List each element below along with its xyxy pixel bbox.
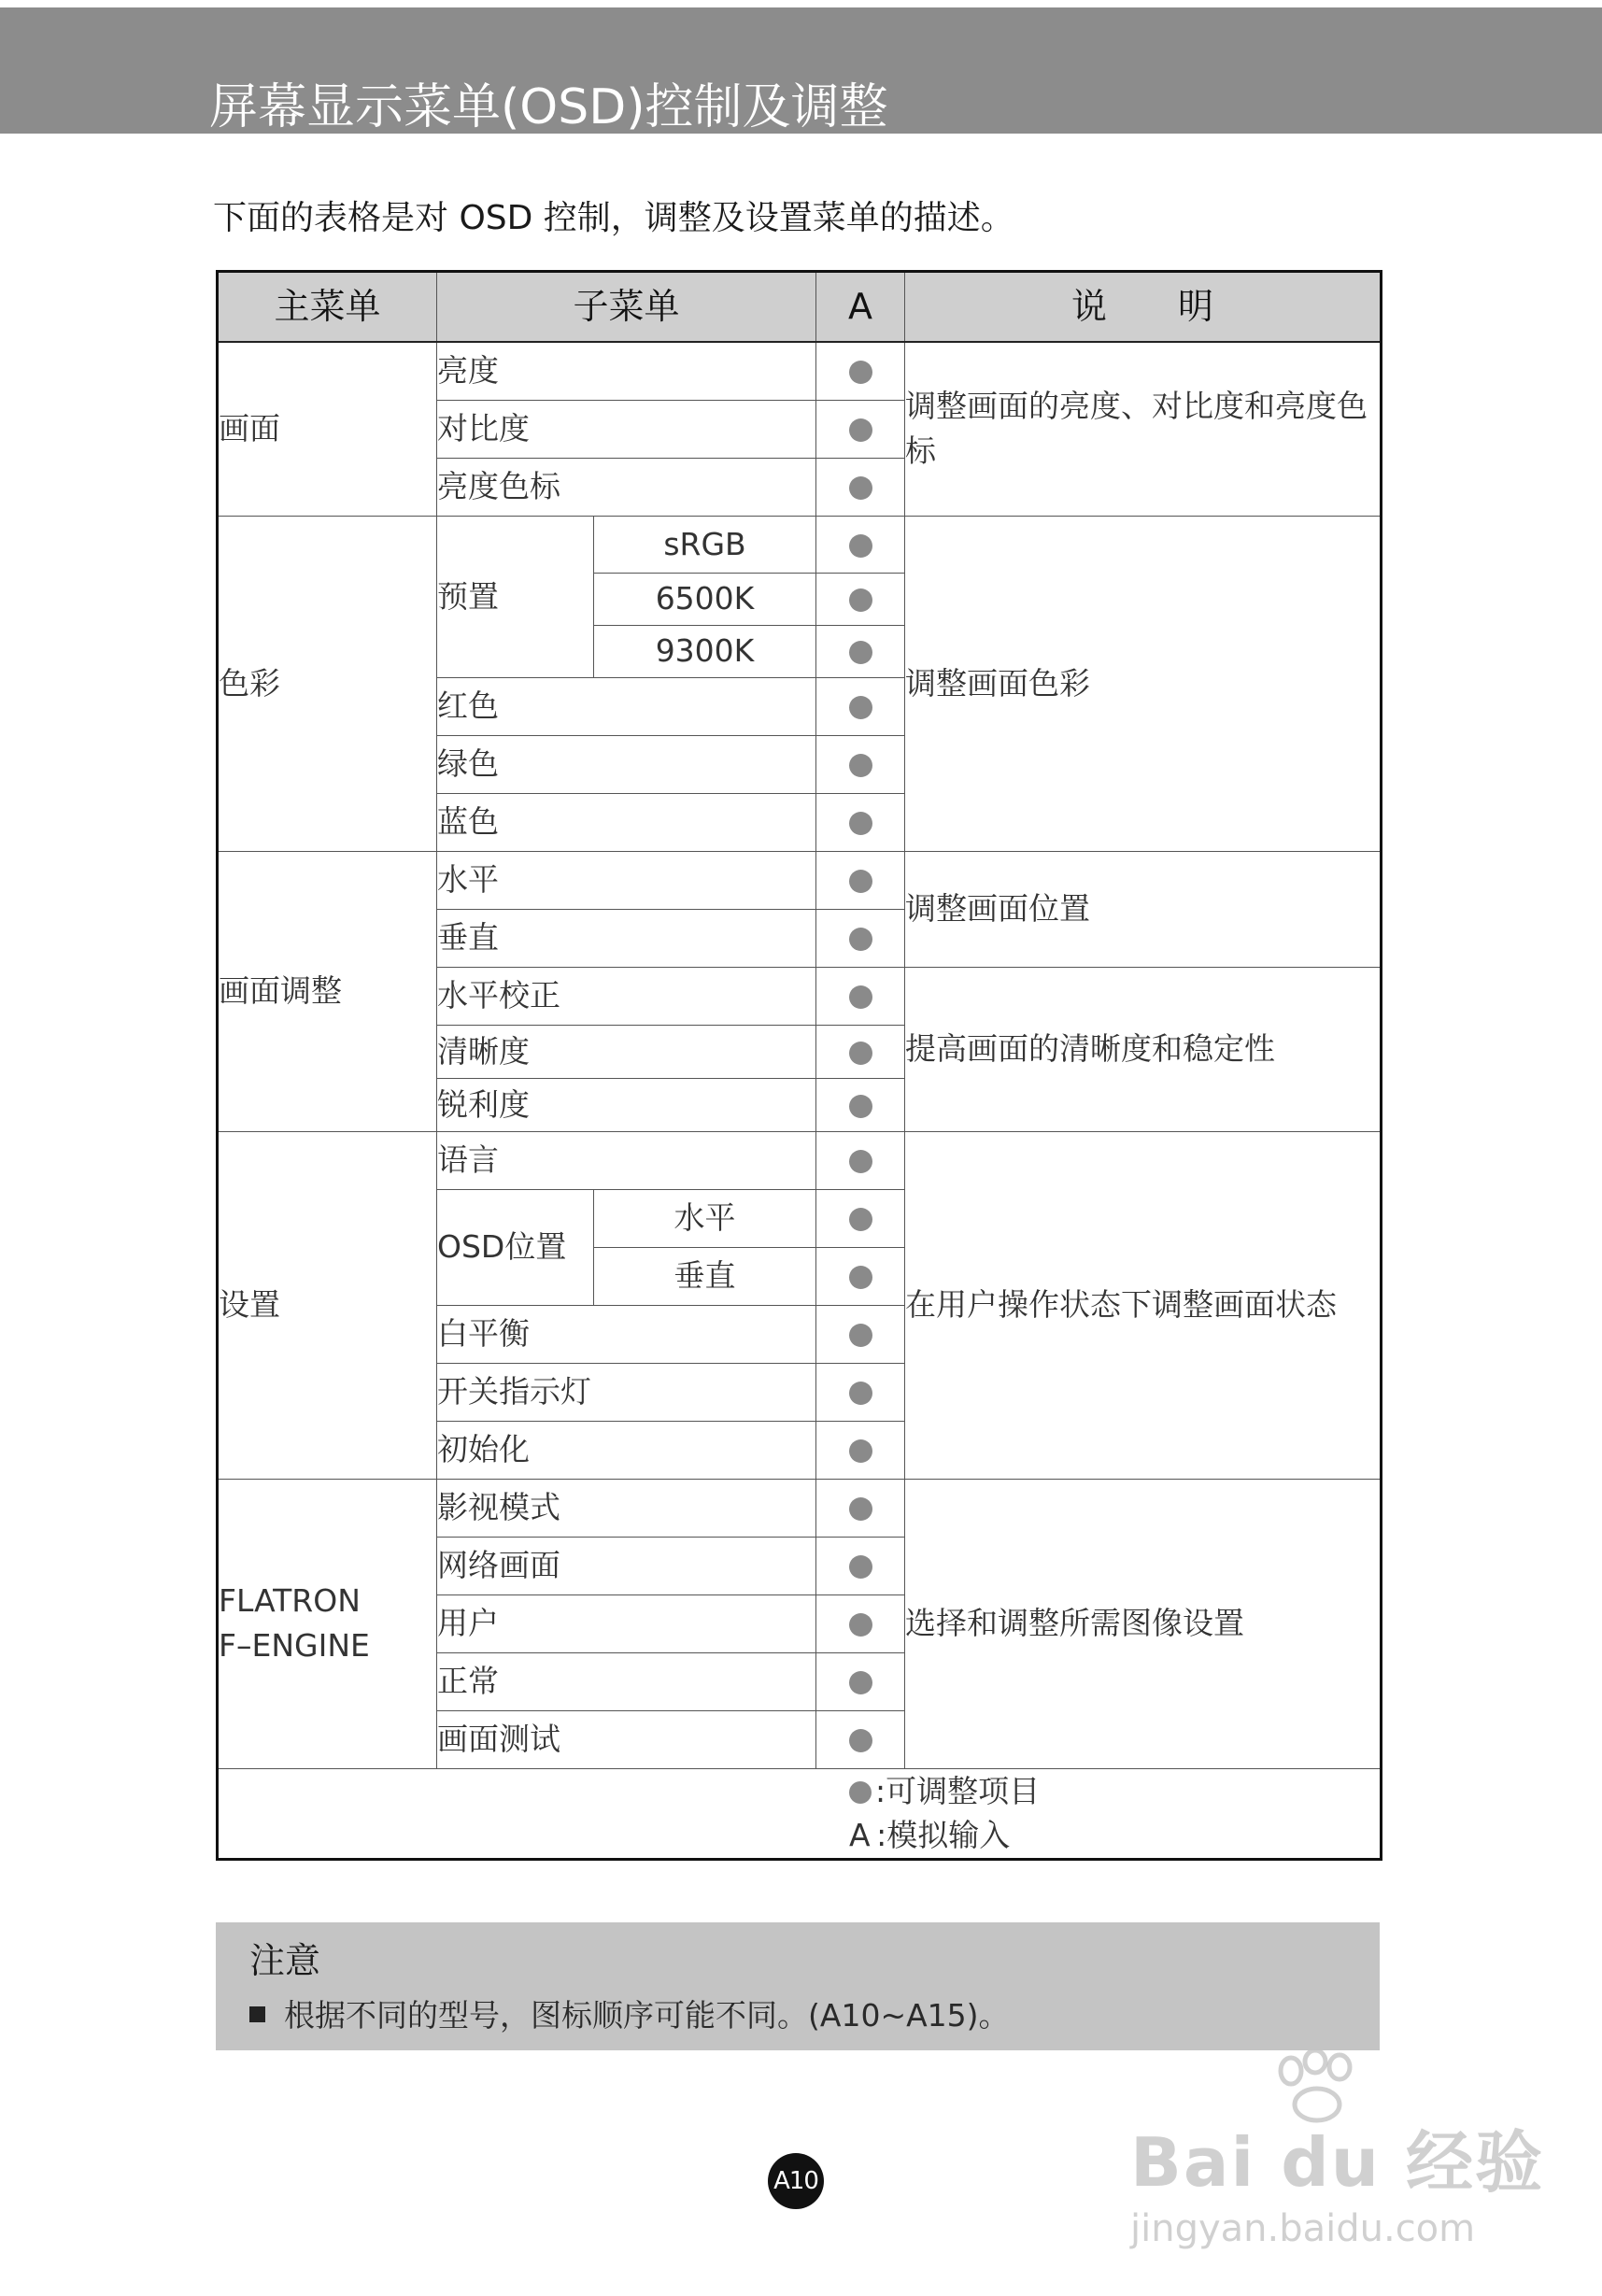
note-title: 注意 xyxy=(249,1940,321,1981)
description-setup: 在用户操作状态下调整画面状态 xyxy=(905,1131,1382,1479)
adjustable-dot-icon xyxy=(849,1042,872,1065)
table-row xyxy=(218,342,1382,400)
adjustable-dot-icon xyxy=(849,1150,872,1173)
legend-dot-line xyxy=(849,1769,1380,1814)
submenu-preset: 预置 xyxy=(437,516,594,677)
page-number: A10 xyxy=(768,2153,824,2209)
osd-position-vertical: 垂直 xyxy=(594,1247,816,1305)
submenu-vertical: 垂直 xyxy=(437,909,816,967)
col-header-description: 说 明 xyxy=(905,272,1382,343)
submenu-red: 红色 xyxy=(437,677,816,735)
osd-position-horizontal: 水平 xyxy=(594,1189,816,1247)
adjustable-dot-icon xyxy=(849,641,872,664)
note-box xyxy=(216,1922,1380,2050)
watermark-brand: Bai du 经验 xyxy=(1130,2123,1545,2202)
adjustable-dot-icon xyxy=(849,1266,872,1289)
col-header-analog: A xyxy=(816,272,905,343)
adjustable-dot-icon xyxy=(849,928,872,951)
adjustable-dot-icon xyxy=(849,1613,872,1637)
adjustable-dot-icon xyxy=(849,985,872,1009)
submenu-phase: 清晰度 xyxy=(437,1025,816,1078)
submenu-user: 用户 xyxy=(437,1594,816,1652)
legend-row xyxy=(218,1768,1382,1860)
adjustable-dot-icon xyxy=(849,1095,872,1118)
adjustable-dot-icon xyxy=(849,476,872,500)
adjustable-dot-icon xyxy=(849,588,872,612)
submenu-factory-reset: 初始化 xyxy=(437,1421,816,1479)
submenu-contrast: 对比度 xyxy=(437,400,816,458)
submenu-language: 语言 xyxy=(437,1131,816,1189)
submenu-normal: 正常 xyxy=(437,1652,816,1710)
adjustable-dot-icon xyxy=(849,696,872,719)
table-row xyxy=(218,851,1382,909)
adjustable-dot-icon xyxy=(849,1324,872,1347)
legend-a-text: :模拟输入 xyxy=(876,1817,1011,1854)
submenu-green: 绿色 xyxy=(437,735,816,793)
submenu-clock: 水平校正 xyxy=(437,967,816,1025)
description-clarity: 提高画面的清晰度和稳定性 xyxy=(905,967,1382,1131)
legend xyxy=(849,1769,1380,1859)
submenu-internet: 网络画面 xyxy=(437,1537,816,1594)
adjustable-dot-icon xyxy=(849,812,872,835)
f-engine-line2: F–ENGINE xyxy=(219,1627,370,1664)
main-menu-picture: 画面 xyxy=(218,342,437,516)
adjustable-dot-icon xyxy=(849,1497,872,1521)
submenu-sharpness: 锐利度 xyxy=(437,1078,816,1131)
submenu-demo: 画面测试 xyxy=(437,1710,816,1768)
submenu-brightness: 亮度 xyxy=(437,342,816,400)
main-menu-image-adjust: 画面调整 xyxy=(218,851,437,1131)
adjustable-dot-icon xyxy=(849,1208,872,1231)
adjustable-dot-icon xyxy=(849,1671,872,1694)
description-f-engine: 选择和调整所需图像设置 xyxy=(905,1479,1382,1768)
description-picture: 调整画面的亮度、对比度和亮度色标 xyxy=(905,342,1382,516)
note-text: 根据不同的型号，图标顺序可能不同。(A10~A15)。 xyxy=(284,1997,1010,2034)
adjustable-dot-icon xyxy=(849,361,872,384)
adjustable-dot-icon xyxy=(849,1439,872,1463)
legend-a-label: A xyxy=(849,1817,871,1854)
intro-text: 下面的表格是对 OSD 控制，调整及设置菜单的描述。 xyxy=(213,199,1014,237)
submenu-horizontal: 水平 xyxy=(437,851,816,909)
osd-menu-table xyxy=(216,270,1382,1861)
submenu-white-balance: 白平衡 xyxy=(437,1305,816,1363)
adjustable-dot-icon xyxy=(849,754,872,777)
main-menu-color: 色彩 xyxy=(218,516,437,851)
submenu-power-indicator: 开关指示灯 xyxy=(437,1363,816,1421)
table-row xyxy=(218,1479,1382,1537)
page-title: 屏幕显示菜单(OSD)控制及调整 xyxy=(209,79,888,135)
table-row xyxy=(218,516,1382,573)
preset-9300k: 9300K xyxy=(594,625,816,677)
note-item xyxy=(249,1991,1010,2035)
adjustable-dot-icon xyxy=(849,418,872,442)
header-bar xyxy=(0,7,1602,134)
submenu-blue: 蓝色 xyxy=(437,793,816,851)
table-header-row xyxy=(218,272,1382,343)
col-header-main-menu: 主菜单 xyxy=(218,272,437,343)
col-header-submenu: 子菜单 xyxy=(437,272,816,343)
submenu-movie: 影视模式 xyxy=(437,1479,816,1537)
adjustable-dot-icon xyxy=(849,1382,872,1405)
main-menu-setup: 设置 xyxy=(218,1131,437,1479)
preset-6500k: 6500K xyxy=(594,573,816,625)
description-position: 调整画面位置 xyxy=(905,851,1382,967)
adjustable-dot-icon xyxy=(849,1729,872,1752)
legend-dot-text: :可调整项目 xyxy=(875,1772,1041,1809)
legend-a-line xyxy=(849,1813,1380,1858)
submenu-osd-position: OSD位置 xyxy=(437,1189,594,1305)
adjustable-dot-icon xyxy=(849,1555,872,1579)
preset-srgb: sRGB xyxy=(594,516,816,573)
table-row xyxy=(218,1131,1382,1189)
adjustable-dot-icon xyxy=(849,1781,872,1804)
main-menu-f-engine xyxy=(218,1479,437,1768)
f-engine-line1: FLATRON xyxy=(219,1582,361,1620)
baidu-watermark xyxy=(1130,2050,1545,2256)
square-bullet-icon xyxy=(249,2006,265,2022)
submenu-gamma: 亮度色标 xyxy=(437,458,816,516)
adjustable-dot-icon xyxy=(849,870,872,893)
description-color: 调整画面色彩 xyxy=(905,516,1382,851)
watermark-url: jingyan.baidu.com xyxy=(1130,2207,1476,2250)
adjustable-dot-icon xyxy=(849,534,872,558)
